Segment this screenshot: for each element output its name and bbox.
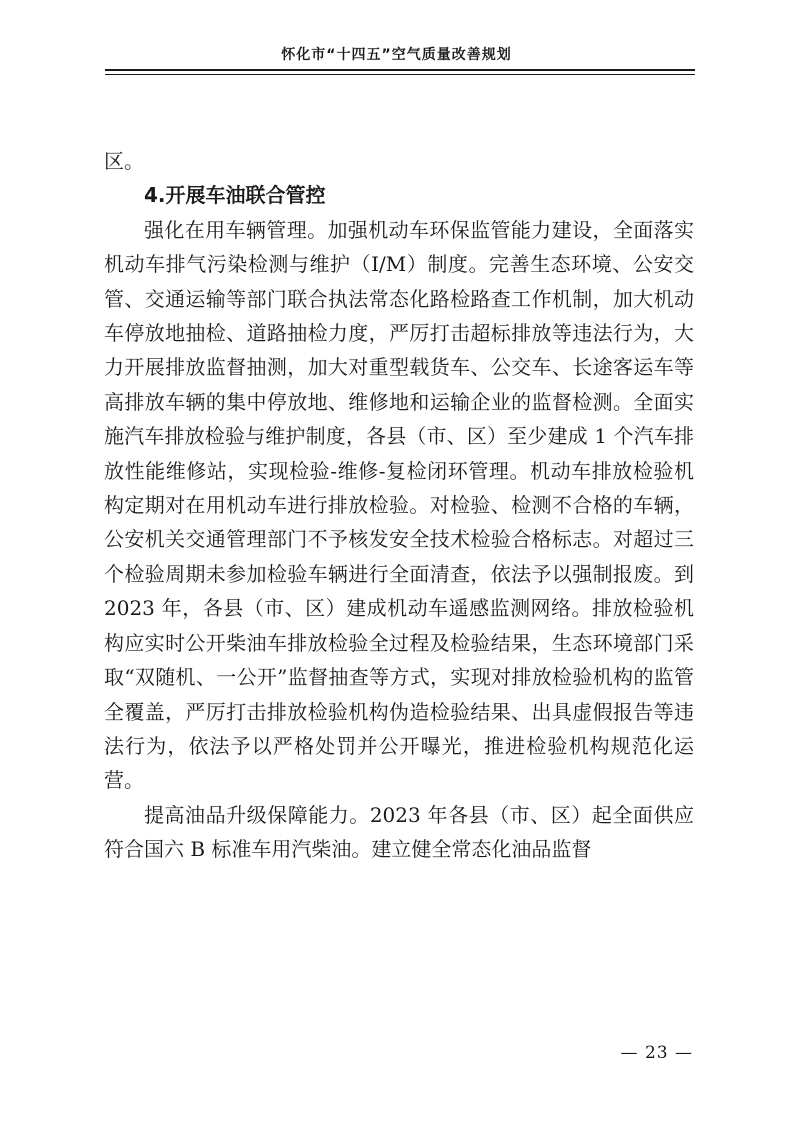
section-heading: 4.开展车油联合管控: [144, 183, 326, 208]
paragraph-vehicle-management: 强化在用车辆管理。加强机动车环保监管能力建设，全面落实机动车排气污染检测与维护（I/M）制度。完善生态环境、公安交管、交通运输等部门联合执法常态化路检路查工作机制，加大机动车停放地抽检、道路抽检力度，严厉打击超标排放等违法行为，大力开展排放监督抽测，加大对重型载货车、公交车、长途客运车等高排放车辆的集中停放地、维修地和运输企业的监督检测。全面实施汽车排放检验与维护制度，各县（市、区）至少建成 1 个汽车排放性能维修站，实现检验-维修-复检闭环管理。机动车排放检验机构定期对在用机动车进行排放检验。对检验、检测不合格的车辆，公安机关交通管理部门不予核发安全技术检验合格标志。对超过三个检验周期未参加检验车辆进行全面清查，依法予以强制报废。到 2023 年，各县（市、区）建成机动车遥感监测网络。排放检验机构应实时公开柴油车排放检验全过程及检验结果，生态环境部门采取“双随机、一公开”监督抽查等方式，实现对排放检验机构的监管全覆盖，严厉打击排放检验机构伪造检验结果、出具虚假报告等违法行为，依法予以严格处罚并公开曝光，推进检验机构规范化运营。: [104, 217, 694, 793]
paragraph-fuel-quality: 提高油品升级保障能力。2023 年各县（市、区）起全面供应符合国六 B 标准车用汽柴油。建立健全常态化油品监督: [104, 802, 694, 862]
document-body: [104, 144, 694, 867]
running-header-title: 怀化市“十四五”空气质量改善规划: [281, 47, 512, 63]
header-rule-thin: [105, 74, 695, 75]
header-rule-thick: [105, 69, 695, 71]
continuation-text: 区。: [104, 149, 144, 173]
page-number: — 23 —: [620, 1043, 693, 1063]
